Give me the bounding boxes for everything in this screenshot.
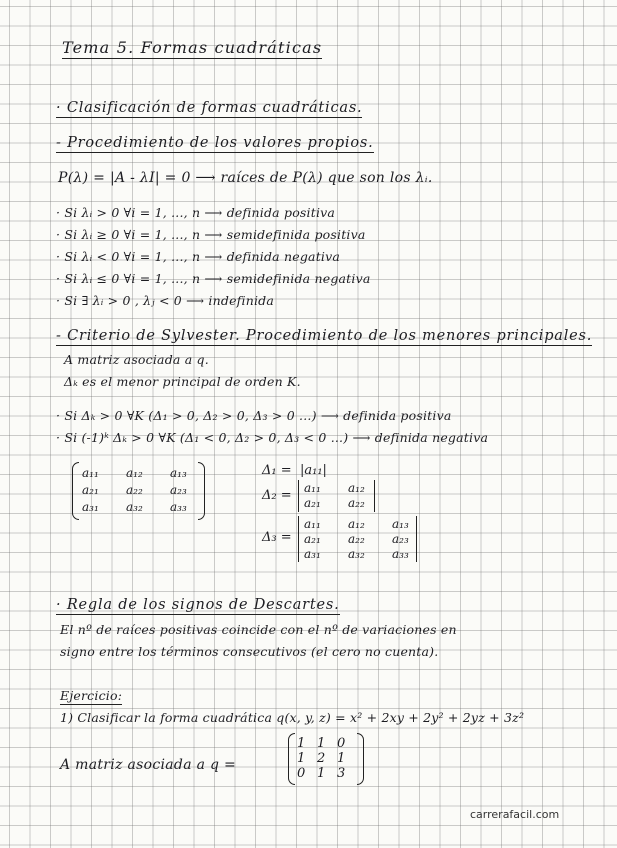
site-watermark: carrerafacil.com <box>470 808 560 821</box>
matrix-cell: a₃₁ <box>82 500 99 514</box>
sylvester-case-negative: · Si (-1)ᵏ Δₖ > 0 ∀K (Δ₁ < 0, Δ₂ > 0, Δ₃ < 0 ...) ⟶ definida negativa <box>56 430 489 445</box>
eigen-case-5: · Si ∃ λᵢ > 0 , λⱼ < 0 ⟶ indefinida <box>56 293 275 308</box>
matrix-row <box>82 466 200 481</box>
eigen-definition: P(λ) = |A - λI| = 0 ⟶ raíces de P(λ) que son los λᵢ. <box>58 170 433 186</box>
associated-matrix-label: A matriz asociada a q = <box>60 757 237 773</box>
matrix-cell: 1 <box>317 736 326 751</box>
matrix-row <box>297 736 353 751</box>
matrix-cell: a₂₁ <box>82 483 99 497</box>
matrix-cell: a₂₁ <box>304 532 321 546</box>
matrix-cell: a₃₁ <box>304 547 321 561</box>
matrix-row <box>82 483 200 498</box>
matrix-cell: a₂₁ <box>304 496 321 510</box>
matrix-left-bracket <box>72 462 79 520</box>
matrix-cell: a₂₂ <box>126 483 143 497</box>
matrix-cell: 1 <box>337 751 346 766</box>
eigen-case-1: · Si λᵢ > 0 ∀i = 1, ..., n ⟶ definida positiva <box>56 205 336 220</box>
matrix-cell: 0 <box>337 736 346 751</box>
matrix-cell: 1 <box>317 766 326 781</box>
eigen-case-3: · Si λᵢ < 0 ∀i = 1, ..., n ⟶ definida negativa <box>56 249 341 264</box>
matrix-cell: a₂₃ <box>392 532 409 546</box>
section-heading-sylvester: - Criterio de Sylvester. Procedimiento de los menores principales. <box>56 328 593 344</box>
matrix-row <box>297 751 353 766</box>
matrix-cell: 0 <box>297 766 306 781</box>
page-title: Tema 5. Formas cuadráticas <box>62 38 323 57</box>
descartes-line-1: El nº de raíces positivas coincide con el nº de variaciones en <box>60 622 457 637</box>
matrix-row <box>304 481 378 496</box>
matrix-cell: 1 <box>297 751 306 766</box>
delta1-label: Δ₁ = <box>262 463 292 478</box>
method-heading-eigenvalues: - Procedimiento de los valores propios. <box>56 135 374 151</box>
matrix-row <box>304 547 422 562</box>
exercise-matrix <box>297 736 353 781</box>
delta3-right-bar <box>416 516 417 562</box>
matrix-row <box>297 766 353 781</box>
delta2-label: Δ₂ = <box>262 488 292 503</box>
delta3-matrix <box>304 517 422 562</box>
delta3-left-bar <box>298 516 299 562</box>
matrix-cell: a₃₃ <box>392 547 409 561</box>
matrix-cell: a₃₂ <box>348 547 365 561</box>
delta2-left-bar <box>298 480 299 512</box>
matrix-cell: a₁₁ <box>304 481 321 495</box>
matrix-cell: a₁₃ <box>170 466 187 480</box>
matrix-cell: a₃₂ <box>126 500 143 514</box>
section-heading-descartes: · Regla de los signos de Descartes. <box>56 597 340 613</box>
matrix-cell: a₁₁ <box>304 517 321 531</box>
exercise-matrix-left-bracket <box>288 733 295 785</box>
exercise-label: Ejercicio: <box>60 688 123 703</box>
matrix-row <box>304 517 422 532</box>
exercise-item-1: 1) Clasificar la forma cuadrática q(x, y, z) = x² + 2xy + 2y² + 2yz + 3z² <box>60 710 525 725</box>
delta2-matrix <box>304 481 378 511</box>
general-matrix <box>82 466 200 515</box>
sylvester-line-2: Δₖ es el menor principal de orden K. <box>64 374 301 389</box>
matrix-cell: 3 <box>337 766 346 781</box>
matrix-row <box>304 496 378 511</box>
matrix-row <box>304 532 422 547</box>
matrix-row <box>82 500 200 515</box>
exercise-matrix-right-bracket <box>357 733 364 785</box>
sylvester-line-1: A matriz asociada a q. <box>64 352 209 367</box>
eigen-case-2: · Si λᵢ ≥ 0 ∀i = 1, ..., n ⟶ semidefinida positiva <box>56 227 366 242</box>
matrix-cell: a₁₂ <box>126 466 143 480</box>
section-heading-classification: · Clasificación de formas cuadráticas. <box>56 100 363 116</box>
eigen-case-4: · Si λᵢ ≤ 0 ∀i = 1, ..., n ⟶ semidefinida negativa <box>56 271 371 286</box>
matrix-cell: a₁₁ <box>82 466 99 480</box>
descartes-line-2: signo entre los términos consecutivos (el cero no cuenta). <box>60 644 439 659</box>
matrix-cell: a₂₂ <box>348 532 365 546</box>
matrix-right-bracket <box>198 462 205 520</box>
matrix-cell: a₃₃ <box>170 500 187 514</box>
matrix-cell: a₁₂ <box>348 481 365 495</box>
delta1-value: |a₁₁| <box>300 463 327 478</box>
sylvester-case-positive: · Si Δₖ > 0 ∀K (Δ₁ > 0, Δ₂ > 0, Δ₃ > 0 ...) ⟶ definida positiva <box>56 408 452 423</box>
matrix-cell: 2 <box>317 751 326 766</box>
matrix-cell: a₂₃ <box>170 483 187 497</box>
matrix-cell: a₁₂ <box>348 517 365 531</box>
matrix-cell: 1 <box>297 736 306 751</box>
delta2-right-bar <box>374 480 375 512</box>
delta3-label: Δ₃ = <box>262 530 292 545</box>
matrix-cell: a₂₂ <box>348 496 365 510</box>
matrix-cell: a₁₃ <box>392 517 409 531</box>
